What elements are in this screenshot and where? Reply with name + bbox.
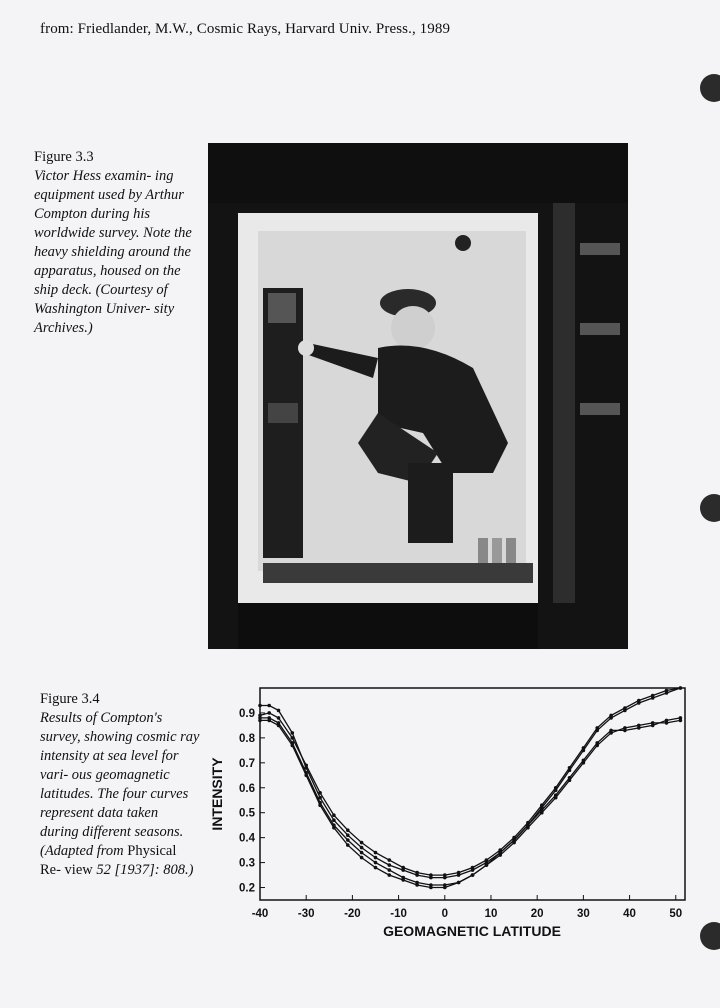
data-point [554,796,558,800]
data-point [374,851,378,855]
data-point [346,833,350,837]
data-point [609,714,613,718]
series-line-4 [260,720,680,887]
figure-3-4-text-a: Results of Compton's survey, showing cosmic ray intensity at sea level for vari- ous geomagnetic latitudes. The four curves represent data taken during different seasons. (Adapted from [40,710,200,859]
y-tick-label: 0.7 [239,757,255,770]
data-point [360,856,364,860]
data-point [651,721,655,725]
data-point [318,791,322,795]
photo-illustration [208,143,628,649]
data-point [360,846,364,850]
data-point [388,863,392,867]
data-point [623,726,627,730]
data-point [665,721,669,725]
data-point [258,719,262,723]
data-point [429,873,433,877]
series-line-2 [260,688,680,875]
data-point [374,856,378,860]
x-tick-label: 30 [576,908,590,920]
data-point [457,871,461,875]
figure-3-4-caption [40,690,200,880]
data-point [291,744,295,748]
x-tick-label: 40 [623,908,636,920]
figure-3-3-label: Figure 3.3 [34,149,94,165]
victor-hess-photo [208,143,628,649]
data-point [595,744,599,748]
data-point [388,868,392,872]
figure-3-3-text: Victor Hess examin- ing equipment used by Arthur Compton during his worldwide survey. Note the heavy shielding around the apparatus, housed on the ship deck. (Courtesy of Washington Univer- sity Archives.) [34,168,192,336]
data-point [415,883,419,887]
data-point [291,731,295,735]
data-point [332,818,336,822]
data-point [595,726,599,730]
figure-3-4-journal: Physical Re- view [40,843,177,878]
data-point [332,826,336,830]
punch-hole-bottom [700,922,720,950]
data-point [346,838,350,842]
data-point [346,828,350,832]
x-tick-label: 10 [484,908,498,920]
y-tick-label: 0.5 [239,807,255,820]
punch-hole-top [700,74,720,102]
x-tick-label: -30 [297,908,315,920]
figure-3-4-label: Figure 3.4 [40,691,100,707]
data-point [401,866,405,870]
y-tick-label: 0.4 [239,832,255,845]
data-point [443,873,447,877]
data-point [526,826,530,830]
data-point [267,719,271,723]
data-point [277,716,281,720]
data-point [651,694,655,698]
x-tick-label: 20 [530,908,544,920]
series-line-1 [260,688,680,878]
data-point [401,878,405,882]
x-tick-label: -20 [344,908,361,920]
data-point [374,866,378,870]
data-point [582,761,586,765]
data-point [258,704,262,708]
punch-hole-middle [700,494,720,522]
y-tick-label: 0.6 [239,782,255,795]
x-tick-label: 50 [669,908,683,920]
y-tick-label: 0.2 [239,882,255,895]
data-point [540,803,544,807]
data-point [304,764,308,768]
data-point [512,841,516,845]
y-tick-label: 0.8 [239,732,255,745]
data-point [388,873,392,877]
data-point [267,711,271,715]
data-point [637,724,641,728]
data-point [665,689,669,693]
figure-3-3-caption [34,148,194,338]
data-point [332,813,336,817]
data-point [304,774,308,778]
data-point [277,724,281,728]
y-tick-label: 0.9 [239,707,255,720]
data-point [429,886,433,890]
data-point [485,858,489,862]
data-point [679,719,683,723]
data-point [582,746,586,750]
data-point [360,851,364,855]
data-point [277,709,281,713]
data-point [346,843,350,847]
figure-3-4-text-b: 52 [1937]: 808.) [92,862,194,878]
data-point [415,871,419,875]
data-point [679,686,683,690]
x-tick-label: -10 [390,908,407,920]
data-point [498,853,502,857]
data-point [360,841,364,845]
data-point [471,866,475,870]
data-point [554,786,558,790]
x-axis-label: GEOMAGNETIC LATITUDE [383,923,561,939]
data-point [267,704,271,708]
data-point [568,766,572,770]
y-axis-label: INTENSITY [209,757,225,831]
data-point [540,811,544,815]
data-point [568,779,572,783]
data-point [623,706,627,710]
x-tick-label: -40 [251,908,269,920]
data-point [609,731,613,735]
data-point [471,873,475,877]
citation-line: from: Friedlander, M.W., Cosmic Rays, Harvard Univ. Press., 1989 [40,21,451,37]
data-point [318,803,322,807]
data-point [443,886,447,890]
data-point [388,858,392,862]
intensity-latitude-chart [200,676,700,946]
data-point [637,699,641,703]
x-tick-label: 0 [441,908,448,920]
data-point [485,863,489,867]
data-point [374,861,378,865]
data-point [457,881,461,885]
data-point [291,736,295,740]
y-tick-label: 0.3 [239,857,255,870]
